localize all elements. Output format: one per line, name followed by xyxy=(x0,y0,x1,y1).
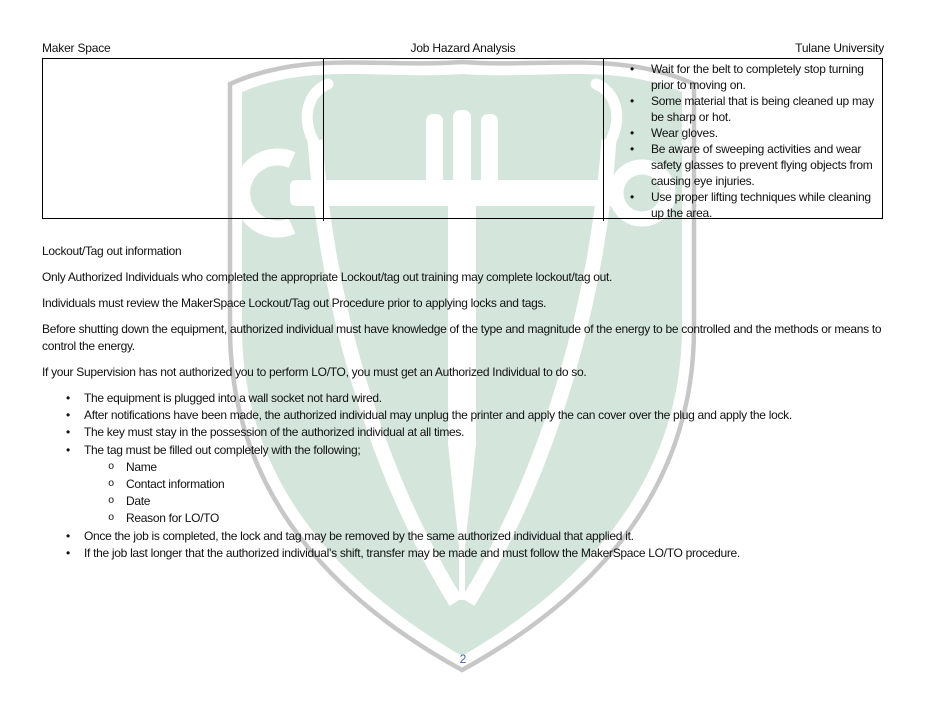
list-item-text: Reason for LO/TO xyxy=(126,511,220,526)
page-number: 2 xyxy=(459,652,467,666)
bullet-icon: o xyxy=(108,512,115,525)
bullet-icon: o xyxy=(108,460,115,473)
bullet-icon: • xyxy=(630,190,634,204)
paragraph: Before shutting down the equipment, authorized individual must have knowledge of the type and magnitude of the energy to be controlled and the methods or means to control the energy. xyxy=(42,322,882,353)
list-item-text: Once the job is completed, the lock and tag may be removed by the same authorized individual that applied it. xyxy=(84,528,634,543)
section-paragraphs xyxy=(42,269,884,381)
list-item-text: Contact information xyxy=(126,477,225,492)
list-item-text: The tag must be filled out completely with the following; xyxy=(84,442,361,457)
hazard-control-item xyxy=(630,189,880,221)
header-left-label: Maker Space xyxy=(42,41,111,55)
list-item xyxy=(42,390,884,407)
bullet-icon: • xyxy=(66,408,70,423)
bullet-icon: • xyxy=(630,62,634,76)
paragraph: Individuals must review the MakerSpace Lockout/Tag out Procedure prior to applying locks and tags. xyxy=(42,296,547,310)
list-item xyxy=(42,442,884,459)
hazard-control-item xyxy=(630,93,880,125)
bullet-icon: • xyxy=(630,94,634,108)
list-item xyxy=(42,545,884,562)
jha-table xyxy=(42,58,883,219)
bullet-icon: • xyxy=(66,391,70,405)
paragraph: If your Supervision has not authorized you to perform LO/TO, you must get an Authorized Individual to do so. xyxy=(42,365,587,379)
table-cell-empty-2 xyxy=(324,59,604,221)
table-cell-empty-1 xyxy=(43,59,324,221)
bullet-icon: • xyxy=(66,425,70,440)
list-item xyxy=(42,493,884,510)
list-item-text: The equipment is plugged into a wall socket not hard wired. xyxy=(84,391,382,405)
list-item-text: Name xyxy=(126,459,157,474)
hazard-control-item xyxy=(630,61,880,93)
hazard-control-item xyxy=(630,141,880,189)
bullet-icon: o xyxy=(108,478,115,491)
bullet-icon: • xyxy=(66,528,70,543)
hazard-control-text: Wait for the belt to completely stop turning prior to moving on. xyxy=(651,62,864,92)
list-item xyxy=(42,424,884,441)
list-item xyxy=(42,459,884,476)
list-item-text: The key must stay in the possession of the authorized individual at all times. xyxy=(84,425,465,440)
bullet-icon: • xyxy=(66,442,70,457)
list-item-text: If the job last longer that the authorized individual’s shift, transfer may be made and must follow the MakerSpace LO/TO procedure. xyxy=(84,545,740,560)
paragraph: Only Authorized Individuals who completed the appropriate Lockout/tag out training may complete lockout/tag out. xyxy=(42,270,613,284)
list-item xyxy=(42,407,884,424)
bullet-icon: o xyxy=(108,495,115,508)
hazard-control-text: Some material that is being cleaned up may be sharp or hot. xyxy=(651,94,874,124)
table-cell-hazard-controls xyxy=(604,59,884,221)
list-item xyxy=(42,510,884,527)
document-title: Job Hazard Analysis xyxy=(410,41,516,55)
header-right-label: Tulane University xyxy=(795,41,884,55)
hazard-control-text: Be aware of sweeping activities and wear safety glasses to prevent flying objects from causing eye injuries. xyxy=(651,142,873,188)
lockout-procedure-list xyxy=(42,390,884,562)
section-title: Lockout/Tag out information xyxy=(42,244,182,258)
bullet-icon: • xyxy=(630,142,634,156)
hazard-control-text: Wear gloves. xyxy=(651,126,718,140)
bullet-icon: • xyxy=(66,545,70,560)
hazard-control-item xyxy=(630,125,880,141)
bullet-icon: • xyxy=(630,126,634,140)
list-item xyxy=(42,476,884,493)
list-item-text: After notifications have been made, the authorized individual may unplug the printer and apply the can cover over the plug and apply the lock. xyxy=(84,408,792,423)
lockout-section xyxy=(42,243,884,562)
page-header xyxy=(42,41,884,55)
hazard-control-text: Use proper lifting techniques while cleaning up the area. xyxy=(651,190,871,220)
list-item xyxy=(42,528,884,545)
list-item-text: Date xyxy=(126,494,151,509)
